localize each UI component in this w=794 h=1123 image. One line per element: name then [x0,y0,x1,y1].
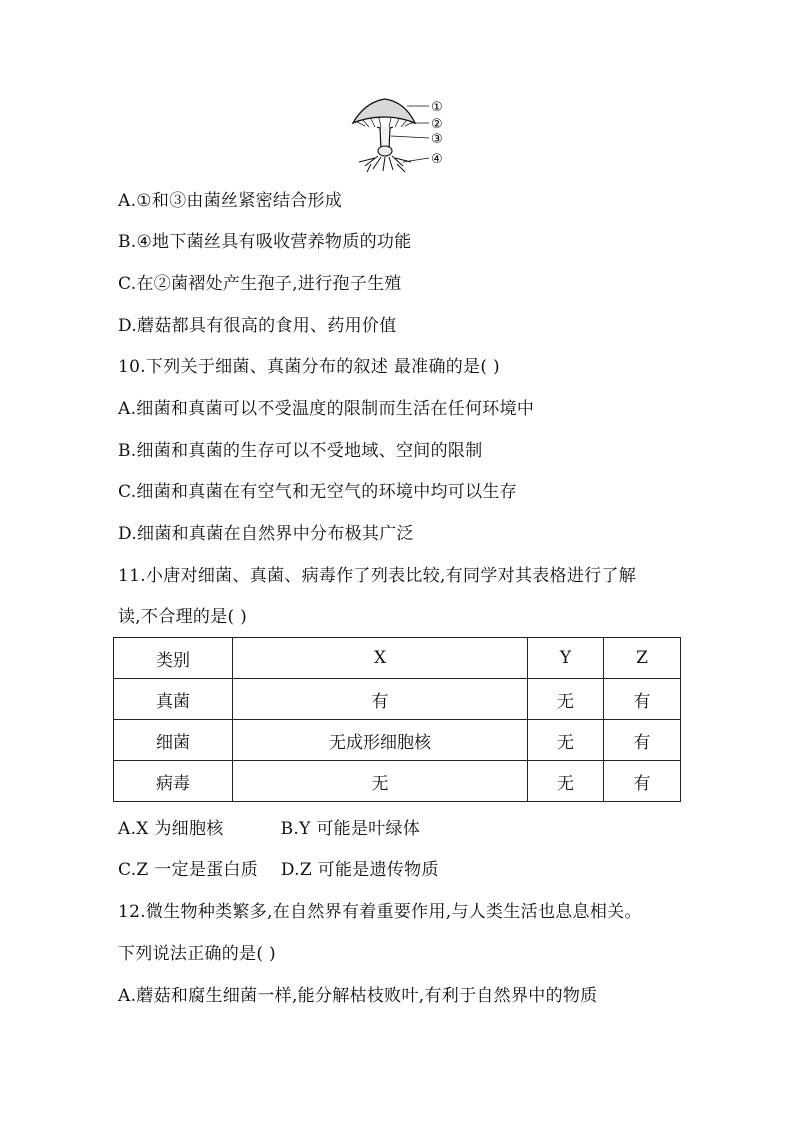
table-cell: 无成形细胞核 [233,720,528,761]
table-cell: 有 [604,679,681,720]
q11-options-line2: C.Z 一定是蛋白质 D.Z 可能是遗传物质 [118,860,439,880]
table-cell: 无 [233,761,528,802]
table-cell: 有 [604,761,681,802]
table-row [114,720,681,761]
q10-option-c: C.细菌和真菌在有空气和无空气的环境中均可以生存 [118,482,518,502]
q12-stem-line1: 12.微生物种类繁多,在自然界有着重要作用,与人类生活也息息相关。 [118,902,642,922]
figure-label-3: ③ [431,132,443,147]
figure-label-2: ② [431,117,443,132]
table-header-cell: Y [528,638,604,679]
table-cell: 真菌 [114,679,233,720]
q9-option-b: B.④地下菌丝具有吸收营养物质的功能 [118,232,412,252]
q10-option-b: B.细菌和真菌的生存可以不受地域、空间的限制 [118,441,483,461]
table-row [114,761,681,802]
q9-option-c: C.在②菌褶处产生孢子,进行孢子生殖 [118,274,402,294]
mushroom-figure [345,96,455,176]
mushroom-base [378,146,392,156]
q11-options-line1: A.X 为细胞核 B.Y 可能是叶绿体 [118,819,421,839]
mycelium [359,156,411,172]
table-cell: 有 [604,720,681,761]
q11-stem-line2: 读,不合理的是( ) [118,607,248,627]
table-cell: 病毒 [114,761,233,802]
table-cell: 有 [233,679,528,720]
figure-label-1: ① [431,100,443,115]
mushroom-cap [353,99,415,123]
table-cell: 无 [528,720,604,761]
table-header-cell: 类别 [114,638,233,679]
table-header-row [114,638,681,679]
table-cell: 无 [528,679,604,720]
figure-label-4: ④ [431,152,443,167]
comparison-table [113,637,681,802]
q10-option-a: A.细菌和真菌可以不受温度的限制而生活在任何环境中 [118,399,535,419]
q12-stem-line2: 下列说法正确的是( ) [118,944,276,964]
table-cell: 无 [528,761,604,802]
q12-option-a: A.蘑菇和腐生细菌一样,能分解枯枝败叶,有利于自然界中的物质 [118,986,598,1006]
table-header-cell: Z [604,638,681,679]
q11-stem-line1: 11.小唐对细菌、真菌、病毒作了列表比较,有同学对其表格进行了解 [118,566,637,586]
table-cell: 细菌 [114,720,233,761]
q10-option-d: D.细菌和真菌在自然界中分布极其广泛 [118,524,414,544]
table-row [114,679,681,720]
q9-option-a: A.①和③由菌丝紧密结合形成 [118,191,343,211]
q9-option-d: D.蘑菇都具有很高的食用、药用价值 [118,316,397,336]
q10-stem: 10.下列关于细菌、真菌分布的叙述 最准确的是( ) [118,357,500,377]
table-header-cell: X [233,638,528,679]
